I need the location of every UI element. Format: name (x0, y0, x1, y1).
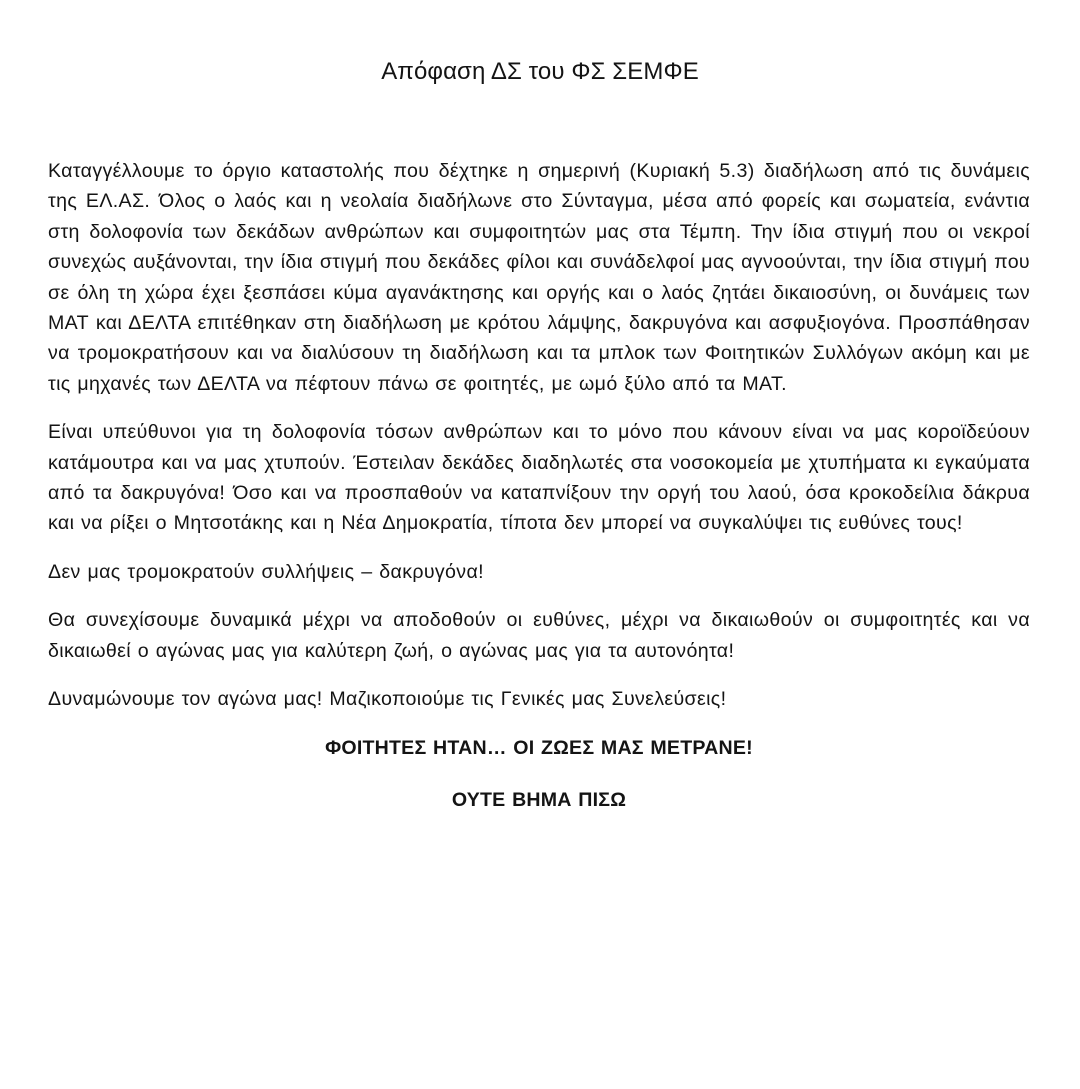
document-title: Απόφαση ΔΣ του ΦΣ ΣΕΜΦΕ (381, 58, 699, 85)
slogan-no-step-back: ΟΥΤΕ ΒΗΜΑ ΠΙΣΩ (451, 788, 627, 811)
document-body (48, 156, 1030, 837)
paragraph-condemnation: Καταγγέλλουμε το όργιο καταστολής που δέχτηκε η σημερινή (Κυριακή 5.3) διαδήλωση από τις δυνάμεις της ΕΛ.ΑΣ. Όλος ο λαός και η νεολαία διαδήλωνε στο Σύνταγμα, μέσα από φορείς και σωματεία, ενάντια στη δολοφονία των δεκάδων ανθρώπων και συμφοιτητών μας στα Τέμπη. Την ίδια στιγμή που οι νεκροί συνεχώς αυξάνονται, την ίδια στιγμή που δεκάδες φίλοι και συνάδελφοί μας αγνοούνται, την ίδια στιγμή που σε όλη τη χώρα έχει ξεσπάσει κύμα αγανάκτησης και οργής και ο λαός ζητάει δικαιοσύνη, οι δυνάμεις των ΜΑΤ και ΔΕΛΤΑ επιτέθηκαν στη διαδήλωση με κρότου λάμψης, δακρυγόνα και ασφυξιογόνα. Προσπάθησαν να τρομοκρατήσουν και να διαλύσουν τη διαδήλωση και τα μπλοκ των Φοιτητικών Συλλόγων ακόμη και με τις μηχανές των ΔΕΛΤΑ να πέφτουν πάνω σε φοιτητές, με ωμό ξύλο από τα ΜΑΤ. (48, 160, 1030, 395)
paragraph-not-intimidated: Δεν μας τρομοκρατούν συλλήψεις – δακρυγόνα! (48, 560, 484, 583)
paragraph-responsibility: Είναι υπεύθυνοι για τη δολοφονία τόσων ανθρώπων και το μόνο που κάνουν είναι να μας κοροϊδεύουν κατάμουτρα και να μας χτυπούν. Έστειλαν δεκάδες διαδηλωτές στα νοσοκομεία με χτυπήματα κι εγκαύματα από τα δακρυγόνα! Όσο και να προσπαθούν να καταπνίξουν την οργή του λαού, όσα κροκοδείλια δάκρυα και να ρίξει ο Μητσοτάκης και η Νέα Δημοκρατία, τίποτα δεν μπορεί να συγκαλύψει τις ευθύνες τους! (48, 421, 1030, 535)
slogan-students: ΦΟΙΤΗΤΕΣ ΗΤΑΝ… ΟΙ ΖΩΕΣ ΜΑΣ ΜΕΤΡΑΝΕ! (325, 736, 753, 759)
paragraph-continue-struggle: Θα συνεχίσουμε δυναμικά μέχρι να αποδοθούν οι ευθύνες, μέχρι να δικαιωθούν οι συμφοιτητές και να δικαιωθεί ο αγώνας μας για καλύτερη ζωή, ο αγώνας μας για τα αυτονόητα! (48, 609, 1030, 662)
paragraph-strengthen-struggle: Δυναμώνουμε τον αγώνα μας! Μαζικοποιούμε τις Γενικές μας Συνελεύσεις! (48, 688, 727, 711)
